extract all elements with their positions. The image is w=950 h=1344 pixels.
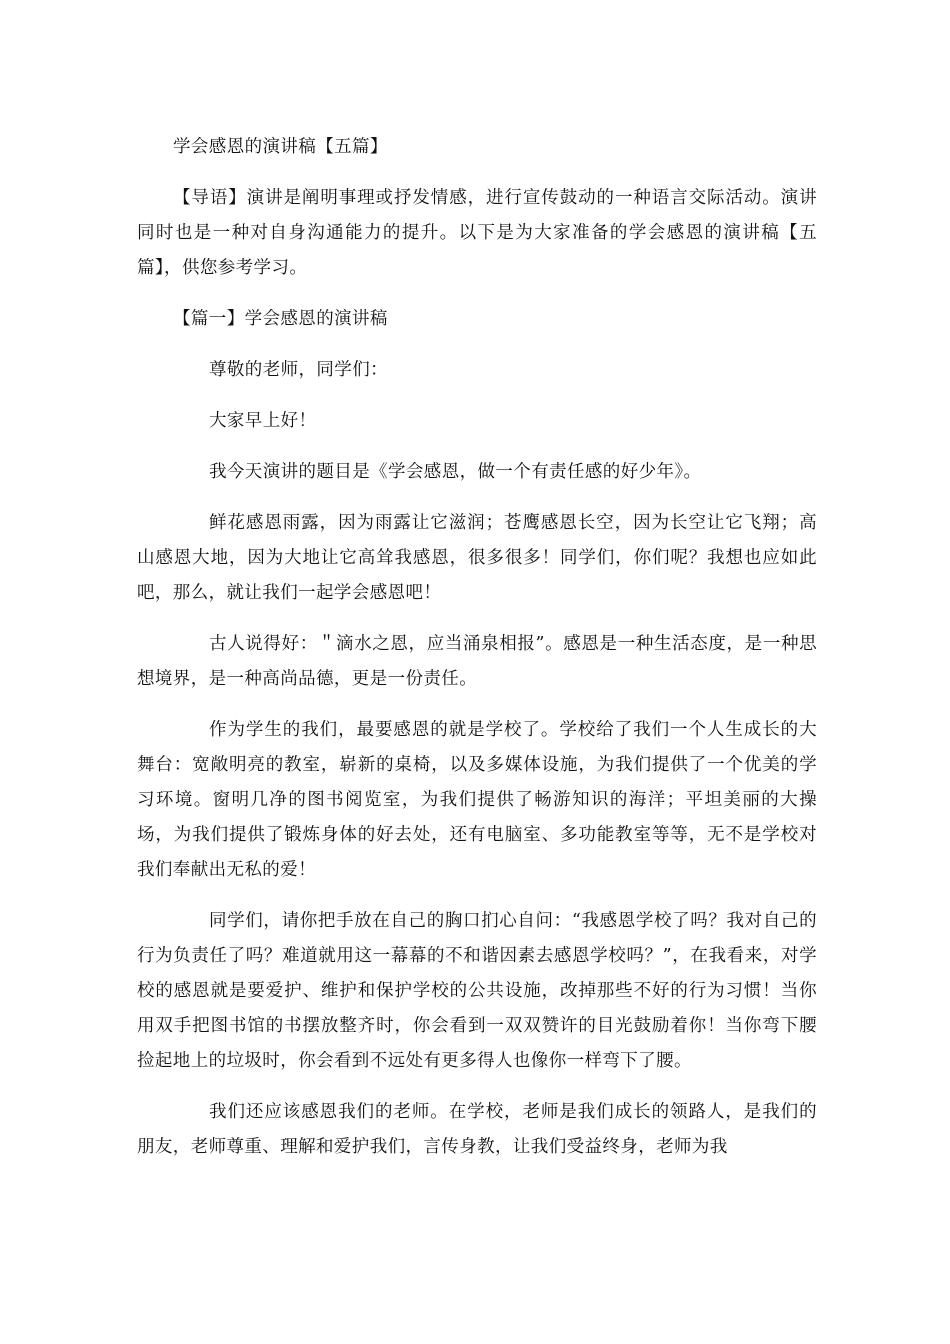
document-body [137,130,817,1181]
speech-paragraph: 同学们，请你把手放在自己的胸口扪心自问：“我感恩学校了吗？我对自己的行为负责任了吗？难道就用这一幕幕的不和谐因素去感恩学校吗？”，在我看来，对学校的感恩就是要爱护、维护和保护学校的公共设施，改掉那些不好的行为习惯！当你用双手把图书馆的书摆放整齐时，你会看到一双双赞许的目光鼓励着你！当你弯下腰捡起地上的垃圾时，你会看到不远处有更多得人也像你一样弯下了腰。 [137,911,817,1071]
speech-paragraph: 我今天演讲的题目是《学会感恩，做一个有责任感的好少年》。 [209,462,702,482]
intro-paragraph: 【导语】演讲是阐明事理或抒发情感，进行宣传鼓动的一种语言交际活动。演讲同时也是一种对自身沟通能力的提升。以下是为大家准备的学会感恩的演讲稿【五篇】，供您参考学习。 [137,188,817,278]
speech-paragraph: 作为学生的我们，最要感恩的就是学校了。学校给了我们一个人生成长的大舞台：宽敞明亮的教室，崭新的桌椅，以及多媒体设施，为我们提供了一个优美的学习环境。窗明几净的图书阅览室，为我们提供了畅游知识的海洋；平坦美丽的大操场，为我们提供了锻炼身体的好去处，还有电脑室、多功能教室等等，无不是学校对我们奉献出无私的爱！ [137,720,817,880]
section-title: 【篇一】学会感恩的演讲稿 [173,309,388,329]
speech-paragraph: 我们还应该感恩我们的老师。在学校，老师是我们成长的领路人，是我们的朋友，老师尊重、理解和爱护我们，言传身教，让我们受益终身，老师为我 [137,1102,817,1157]
document-title: 学会感恩的演讲稿【五篇】 [173,137,388,157]
speech-paragraph: 鲜花感恩雨露，因为雨露让它滋润；苍鹰感恩长空，因为长空让它飞翔；高山感恩大地，因为大地让它高耸我感恩，很多很多！同学们，你们呢？我想也应如此吧，那么，就让我们一起学会感恩吧！ [137,513,817,603]
speech-paragraph: 大家早上好！ [209,411,317,431]
speech-paragraph: 古人说得好：＂滴水之恩，应当涌泉相报”。感恩是一种生活态度，是一种思想境界，是一种高尚品德，更是一份责任。 [137,634,817,689]
speech-paragraph: 尊敬的老师，同学们： [209,360,388,380]
